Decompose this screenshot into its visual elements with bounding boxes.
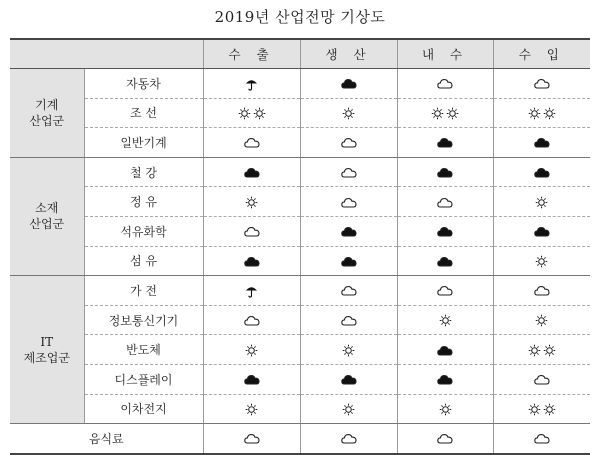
cloud-icon — [533, 167, 551, 178]
cloud-icon — [533, 137, 551, 148]
table-row — [10, 364, 590, 394]
forecast-cell-import — [493, 394, 590, 424]
partly-cloudy-icon — [533, 374, 551, 385]
forecast-cell-production — [300, 305, 397, 335]
forecast-cell-export — [203, 246, 300, 276]
partly-cloudy-icon — [436, 197, 454, 208]
forecast-cell-import — [493, 276, 590, 306]
table-row — [10, 157, 590, 187]
cloud-icon — [436, 374, 454, 385]
industry-label: 석유화학 — [84, 216, 203, 246]
forecast-cell-export — [203, 276, 300, 306]
table-row — [10, 394, 590, 424]
forecast-cell-production — [300, 98, 397, 128]
partly-cloudy-icon — [340, 137, 358, 148]
forecast-cell-domestic — [397, 276, 493, 306]
forecast-cell-domestic — [397, 394, 493, 424]
sunny-2-icon — [430, 107, 460, 120]
forecast-cell-import — [493, 98, 590, 128]
forecast-cell-import — [493, 187, 590, 217]
partly-cloudy-icon — [340, 167, 358, 178]
forecast-cell-production — [300, 424, 397, 454]
forecast-cell-production — [300, 216, 397, 246]
forecast-cell-domestic — [397, 305, 493, 335]
sunny-icon — [438, 314, 453, 327]
forecast-cell-export — [203, 424, 300, 454]
partly-cloudy-icon — [340, 197, 358, 208]
forecast-table — [10, 38, 590, 455]
group-label — [10, 69, 84, 158]
forecast-cell-export — [203, 335, 300, 365]
sunny-icon — [534, 196, 549, 209]
forecast-cell-production — [300, 246, 397, 276]
sunny-2-icon — [527, 403, 557, 416]
forecast-cell-import — [493, 364, 590, 394]
header-corner — [10, 39, 203, 69]
cloud-icon — [436, 345, 454, 356]
header-row — [10, 39, 590, 69]
table-row — [10, 246, 590, 276]
table-row — [10, 335, 590, 365]
forecast-cell-production — [300, 187, 397, 217]
cloud-icon — [243, 374, 261, 385]
group-label — [10, 276, 84, 424]
forecast-cell-export — [203, 128, 300, 158]
cloud-icon — [340, 256, 358, 267]
forecast-cell-domestic — [397, 187, 493, 217]
forecast-cell-domestic — [397, 216, 493, 246]
industry-label: 이차전지 — [84, 394, 203, 424]
forecast-cell-import — [493, 305, 590, 335]
partly-cloudy-icon — [243, 226, 261, 237]
forecast-cell-production — [300, 364, 397, 394]
sunny-icon — [534, 255, 549, 268]
forecast-cell-export — [203, 69, 300, 99]
sunny-2-icon — [527, 344, 557, 357]
forecast-cell-export — [203, 98, 300, 128]
cloud-icon — [436, 256, 454, 267]
forecast-cell-import — [493, 335, 590, 365]
industry-label: 정 유 — [84, 187, 203, 217]
cloud-icon — [340, 226, 358, 237]
forecast-cell-production — [300, 276, 397, 306]
table-row — [10, 424, 590, 454]
forecast-cell-import — [493, 246, 590, 276]
forecast-cell-domestic — [397, 98, 493, 128]
forecast-cell-domestic — [397, 157, 493, 187]
industry-label: 반도체 — [84, 335, 203, 365]
forecast-cell-import — [493, 128, 590, 158]
col-header-import: 수 입 — [493, 39, 590, 69]
table-row — [10, 187, 590, 217]
forecast-cell-domestic — [397, 335, 493, 365]
industry-label: 일반기계 — [84, 128, 203, 158]
sunny-icon — [244, 196, 259, 209]
partly-cloudy-icon — [340, 285, 358, 296]
group-label-line: 제조업군 — [23, 350, 70, 365]
cloud-icon — [436, 137, 454, 148]
forecast-cell-export — [203, 157, 300, 187]
sunny-icon — [341, 107, 356, 120]
forecast-cell-import — [493, 157, 590, 187]
sunny-icon — [244, 403, 259, 416]
col-header-export: 수 출 — [203, 39, 300, 69]
forecast-cell-domestic — [397, 424, 493, 454]
sunny-icon — [438, 403, 453, 416]
table-row — [10, 216, 590, 246]
industry-label: 정보통신기기 — [84, 305, 203, 335]
cloud-icon — [436, 226, 454, 237]
cloud-icon — [436, 167, 454, 178]
forecast-cell-export — [203, 394, 300, 424]
group-label-line: 소재 — [35, 201, 59, 216]
industry-label: 자동차 — [84, 69, 203, 99]
partly-cloudy-icon — [243, 433, 261, 444]
sunny-2-icon — [527, 107, 557, 120]
industry-label: 디스플레이 — [84, 364, 203, 394]
industry-label: 음식료 — [10, 424, 203, 454]
forecast-cell-domestic — [397, 246, 493, 276]
table-row — [10, 69, 590, 99]
group-label — [10, 157, 84, 275]
cloud-icon — [533, 226, 551, 237]
forecast-cell-import — [493, 424, 590, 454]
industry-label: 철 강 — [84, 157, 203, 187]
sunny-2-icon — [237, 107, 267, 120]
table-row — [10, 98, 590, 128]
partly-cloudy-icon — [533, 285, 551, 296]
forecast-cell-production — [300, 394, 397, 424]
col-header-domestic: 내 수 — [397, 39, 493, 69]
forecast-body — [10, 69, 590, 454]
forecast-cell-domestic — [397, 364, 493, 394]
forecast-cell-domestic — [397, 69, 493, 99]
partly-cloudy-icon — [340, 315, 358, 326]
forecast-cell-production — [300, 128, 397, 158]
partly-cloudy-icon — [436, 78, 454, 89]
partly-cloudy-icon — [243, 137, 261, 148]
sunny-icon — [534, 314, 549, 327]
forecast-cell-domestic — [397, 128, 493, 158]
forecast-cell-import — [493, 69, 590, 99]
partly-cloudy-icon — [243, 315, 261, 326]
industry-label: 조 선 — [84, 98, 203, 128]
forecast-cell-export — [203, 187, 300, 217]
rain-icon — [244, 284, 259, 298]
group-label-line: IT — [40, 334, 54, 349]
partly-cloudy-icon — [436, 285, 454, 296]
sunny-icon — [341, 403, 356, 416]
cloud-icon — [243, 256, 261, 267]
forecast-cell-production — [300, 157, 397, 187]
forecast-cell-export — [203, 364, 300, 394]
sunny-icon — [341, 344, 356, 357]
page-title: 2019년 산업전망 기상도 — [214, 8, 386, 26]
forecast-cell-production — [300, 69, 397, 99]
rain-icon — [244, 77, 259, 91]
cloud-icon — [340, 78, 358, 89]
col-header-production: 생 산 — [300, 39, 397, 69]
sunny-icon — [244, 344, 259, 357]
cloud-icon — [340, 374, 358, 385]
partly-cloudy-icon — [533, 78, 551, 89]
forecast-cell-export — [203, 305, 300, 335]
table-row — [10, 276, 590, 306]
forecast-cell-import — [493, 216, 590, 246]
partly-cloudy-icon — [436, 433, 454, 444]
group-label-line: 산업군 — [29, 217, 65, 232]
cloud-icon — [243, 167, 261, 178]
forecast-cell-production — [300, 335, 397, 365]
group-label-line: 산업군 — [29, 113, 65, 128]
table-row — [10, 305, 590, 335]
partly-cloudy-icon — [340, 433, 358, 444]
forecast-cell-export — [203, 216, 300, 246]
partly-cloudy-icon — [533, 433, 551, 444]
group-label-line: 기계 — [35, 97, 59, 112]
table-row — [10, 128, 590, 158]
industry-label: 가 전 — [84, 276, 203, 306]
industry-label: 섬 유 — [84, 246, 203, 276]
